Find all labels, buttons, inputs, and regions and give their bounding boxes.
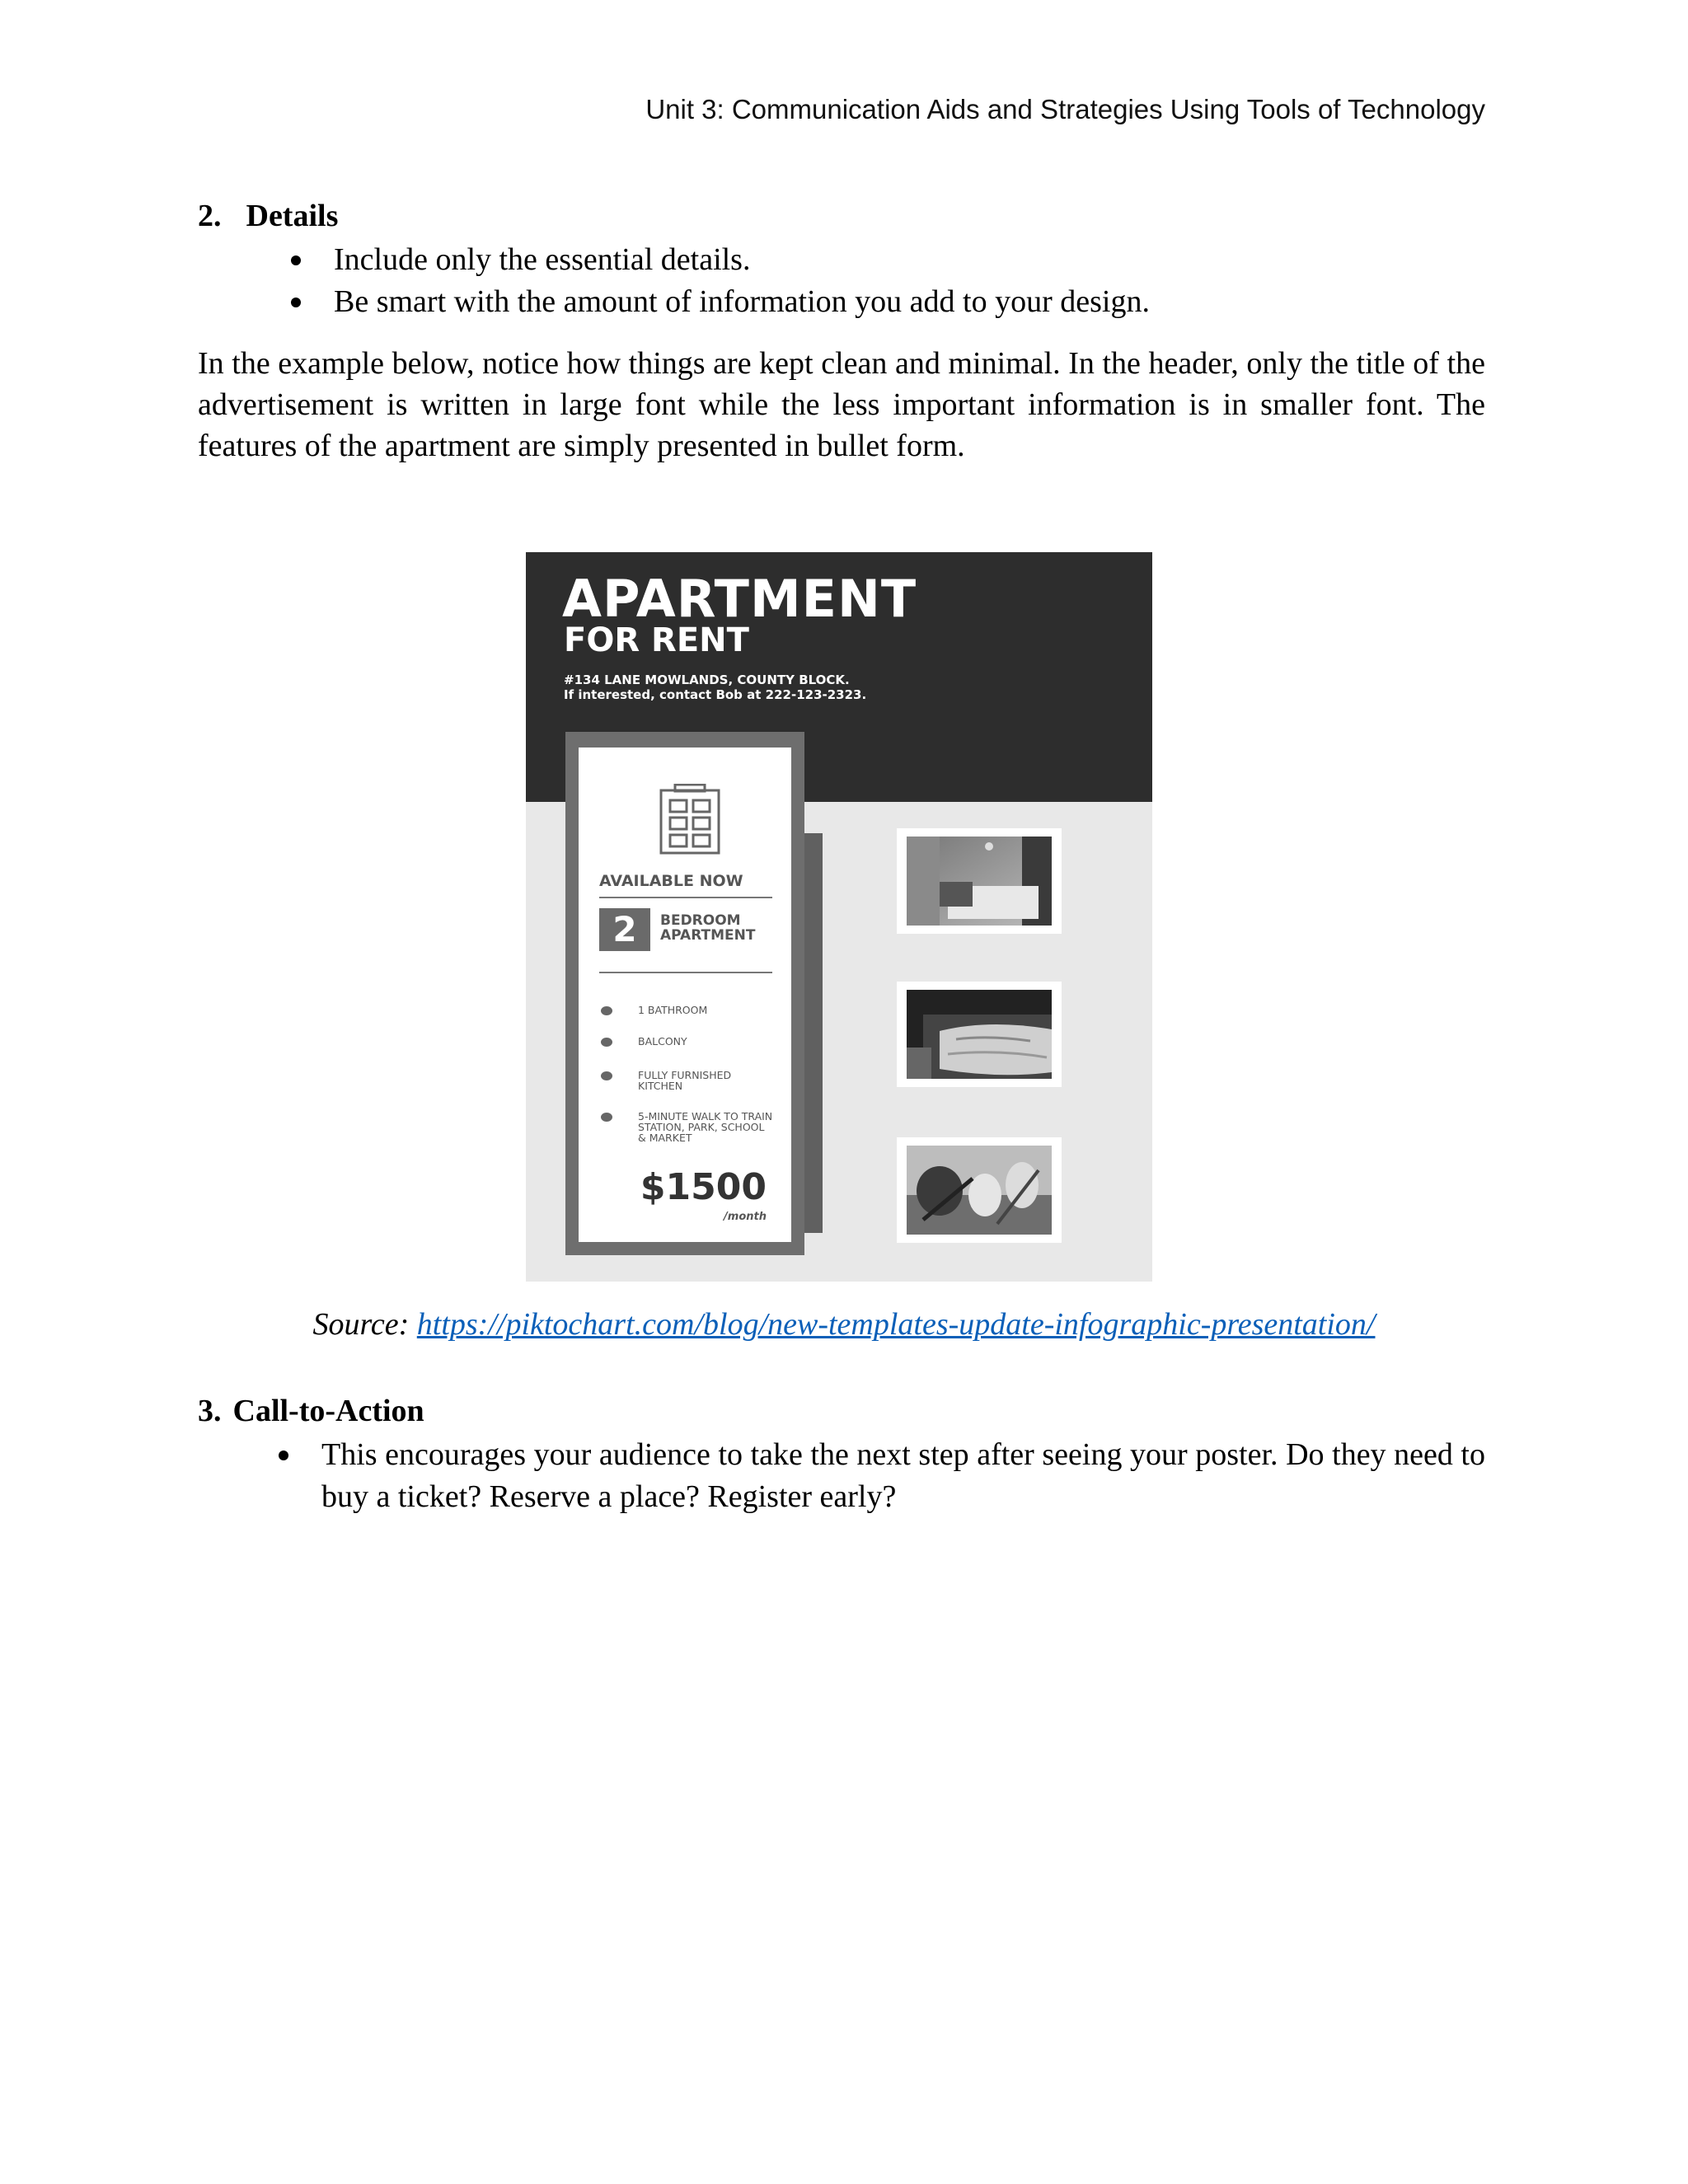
bullet-dot-icon — [291, 255, 301, 265]
section-2-heading — [198, 198, 338, 234]
poster-address — [564, 673, 866, 702]
bullet-dot-icon — [601, 1038, 612, 1047]
section-3-bullet-list — [321, 1434, 1485, 1518]
poster-title: APARTMENT — [562, 569, 917, 629]
photo-frame — [897, 982, 1062, 1087]
poster-subtitle: FOR RENT — [564, 621, 749, 659]
apartment-poster-image — [526, 552, 1152, 1282]
availability-label: AVAILABLE NOW — [599, 872, 743, 890]
source-label: Source: — [312, 1307, 410, 1342]
feature-text: 5-MINUTE WALK TO TRAIN STATION, PARK, SCHOOL & MARKET — [638, 1110, 773, 1144]
kitchen-photo-image — [907, 1146, 1052, 1235]
section-2-title: Details — [246, 199, 339, 233]
section-2-bullet-list — [334, 239, 1488, 323]
bedroom-label-line: BEDROOM — [660, 912, 741, 929]
bedroom-label — [660, 913, 756, 943]
list-item — [321, 1434, 1485, 1518]
bullet-dot-icon — [291, 298, 301, 307]
divider — [599, 972, 772, 973]
photo-frame — [897, 828, 1062, 934]
bullet-dot-icon — [601, 1006, 612, 1015]
building-icon — [659, 784, 721, 855]
bullet-dot-icon — [279, 1451, 288, 1460]
feature-text: BALCONY — [638, 1035, 687, 1047]
section-3-number: 3. — [198, 1394, 222, 1428]
feature-text: FULLY FURNISHED KITCHEN — [638, 1069, 732, 1092]
bullet-dot-icon — [601, 1071, 612, 1080]
bullet-text: Include only the essential details. — [334, 242, 751, 277]
image-source-caption — [0, 1306, 1688, 1343]
photo-frame — [897, 1137, 1062, 1243]
bullet-text: This encourages your audience to take the next step after seeing your poster. Do they need to buy a ticket? Reserve a place? Register early? — [321, 1437, 1485, 1514]
poster-price-unit: /month — [724, 1211, 767, 1223]
source-link[interactable]: https://piktochart.com/blog/new-templates-update-infographic-presentation/ — [416, 1307, 1376, 1342]
section-3-heading — [198, 1393, 424, 1429]
section-3-title: Call-to-Action — [232, 1394, 424, 1428]
list-item — [334, 239, 1488, 281]
room-photo-image — [907, 837, 1052, 926]
poster-info-card — [579, 748, 791, 1242]
bullet-dot-icon — [601, 1113, 612, 1122]
divider — [599, 897, 772, 898]
poster-address-line: #134 LANE MOWLANDS, COUNTY BLOCK. — [564, 673, 850, 687]
bedroom-label-line: APARTMENT — [660, 927, 756, 944]
page-running-header: Unit 3: Communication Aids and Strategies Using Tools of Technology — [645, 94, 1485, 124]
section-2-number: 2. — [198, 199, 222, 233]
poster-price: $1500 — [640, 1166, 767, 1208]
section-2-paragraph: In the example below, notice how things are kept clean and minimal. In the header, only the title of the advertisement is written in large font while the less important information is in smaller font. The features of the apartment are simply presented in bullet form. — [198, 346, 1485, 463]
list-item — [334, 281, 1488, 323]
bullet-text: Be smart with the amount of information you add to your design. — [334, 284, 1150, 319]
bedroom-photo-image — [907, 990, 1052, 1079]
feature-text: 1 BATHROOM — [638, 1004, 708, 1016]
bedroom-count: 2 — [599, 908, 650, 951]
poster-contact-line: If interested, contact Bob at 222-123-2323. — [564, 687, 867, 702]
